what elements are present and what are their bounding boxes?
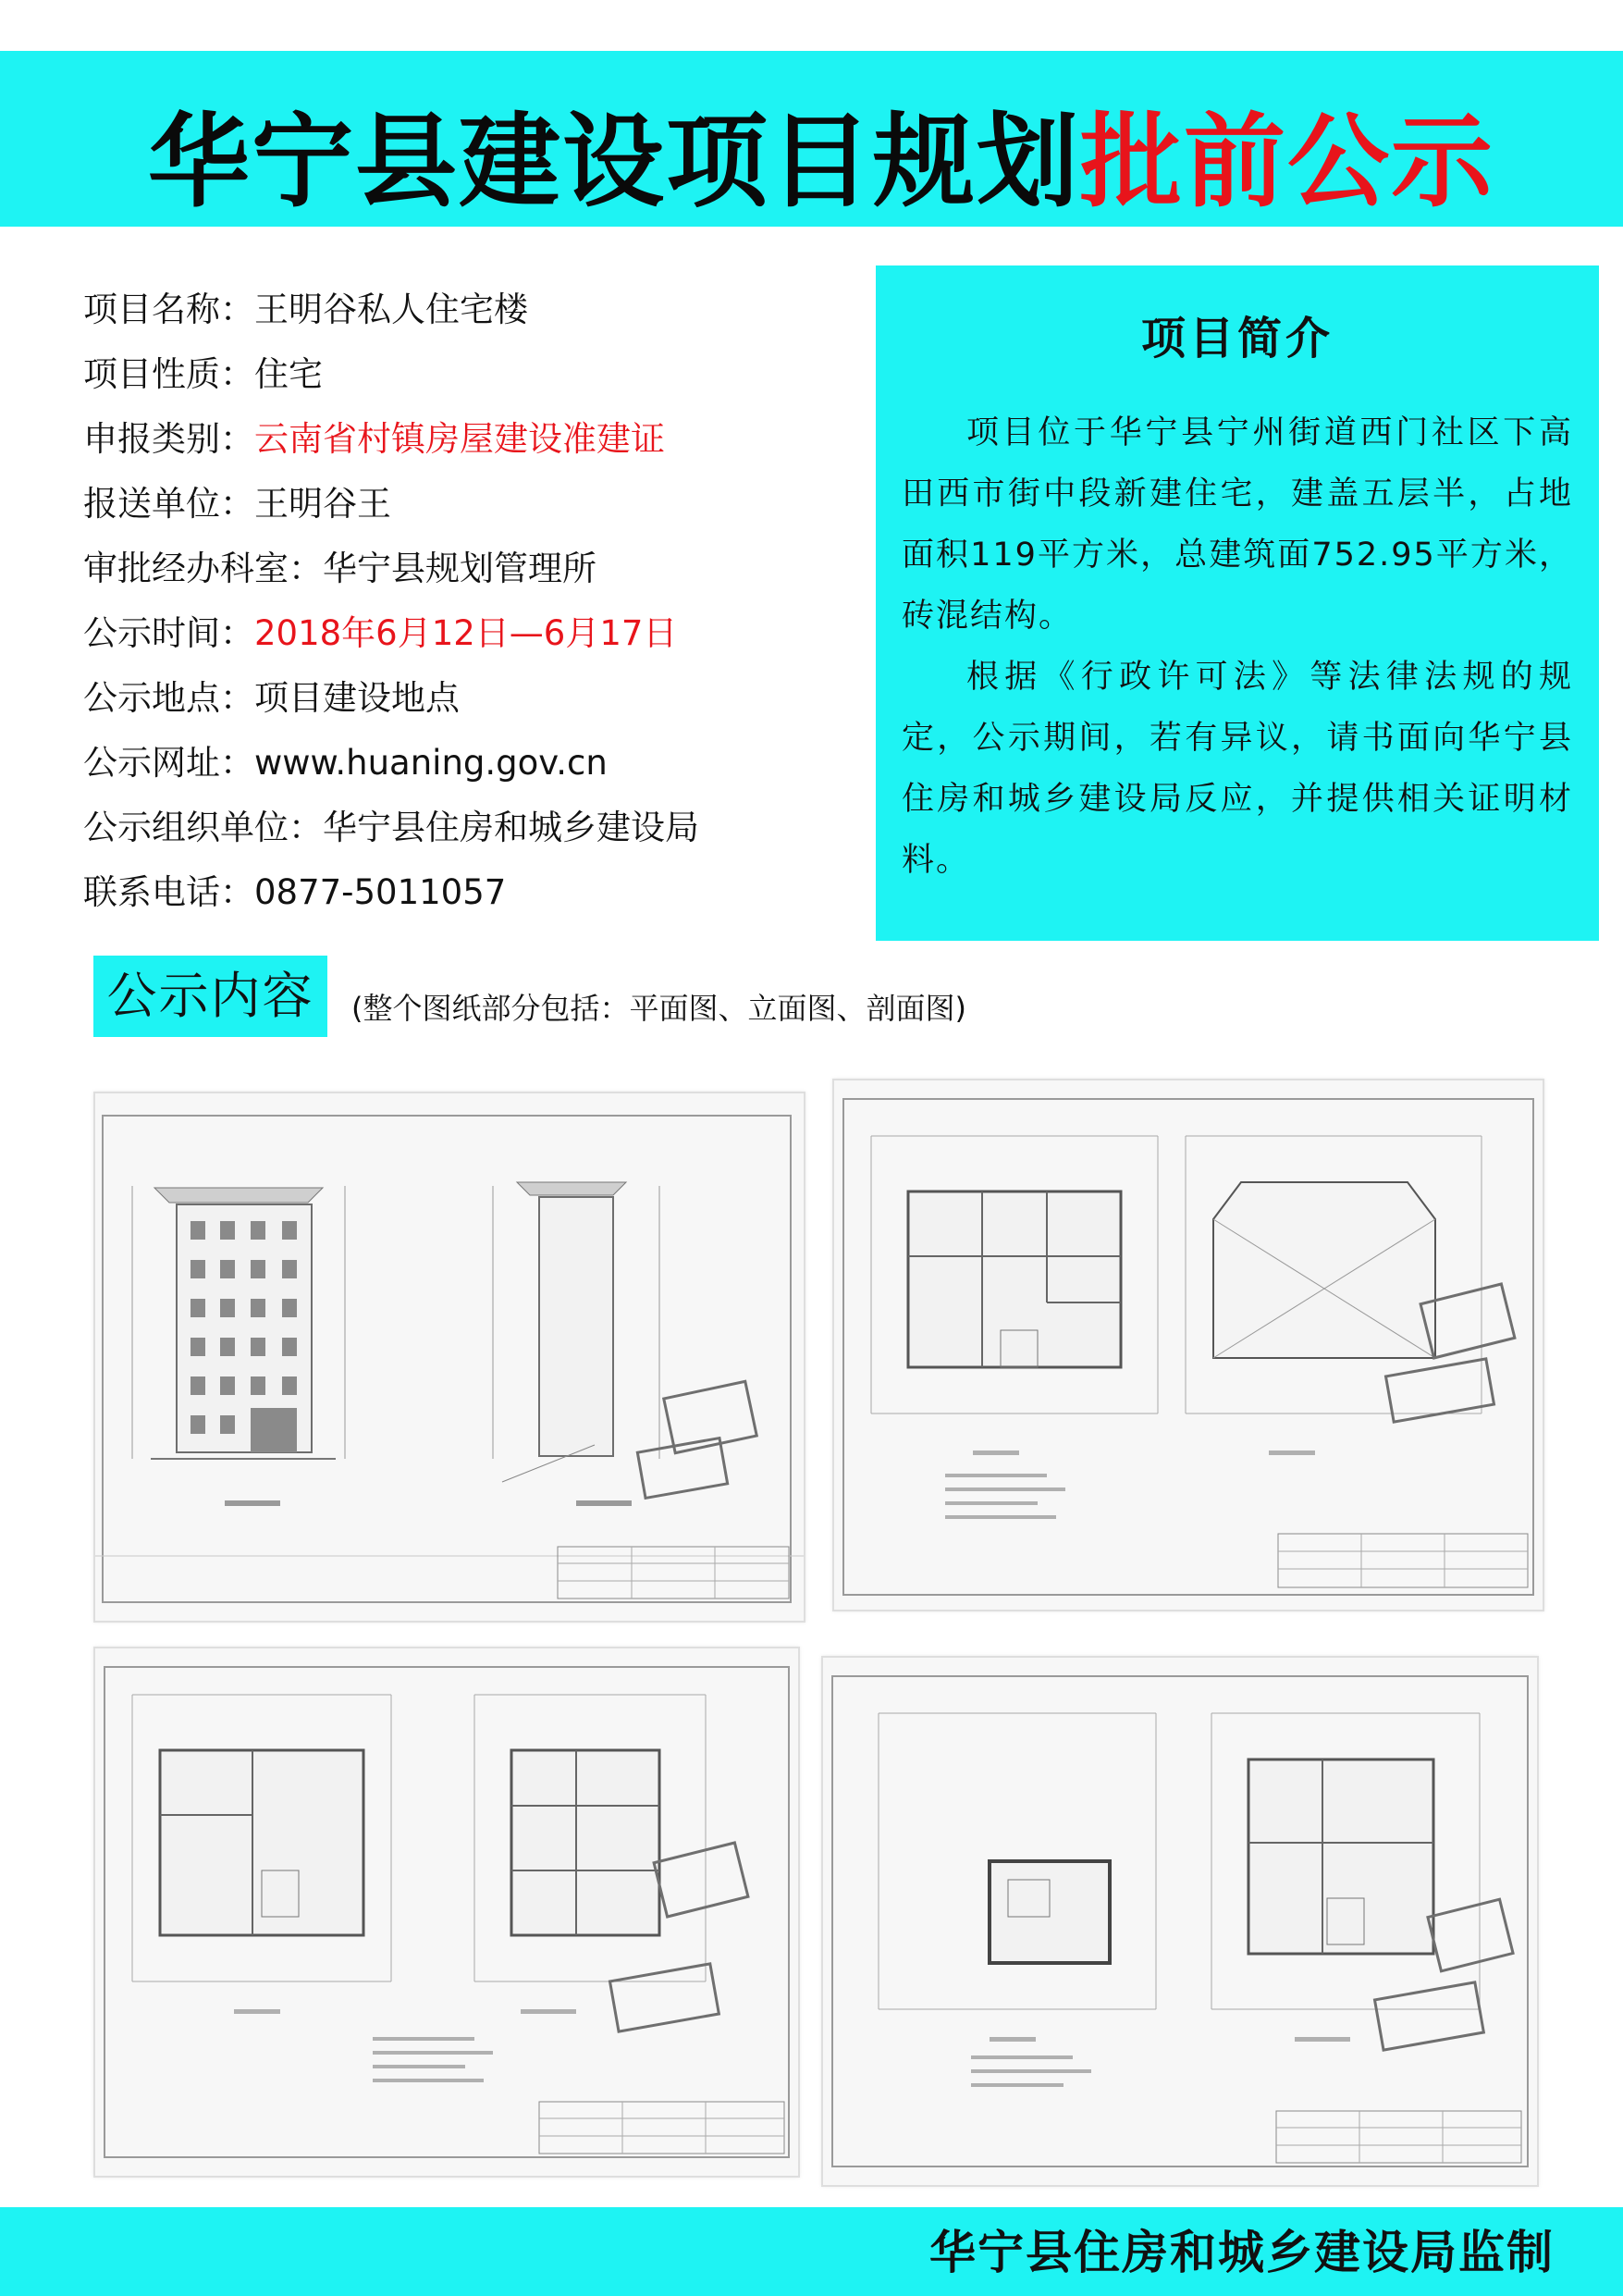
ground-floor-plan-drawing-graphic xyxy=(823,1658,1537,2185)
elevation-drawing xyxy=(93,1092,805,1623)
upper-floor-plan-drawing-graphic xyxy=(95,1648,798,2176)
project-info-list xyxy=(83,278,869,925)
info-row-project-type xyxy=(83,342,869,407)
info-value: 王明谷私人住宅楼 xyxy=(254,290,528,329)
info-row-project-name xyxy=(83,278,869,342)
info-row-publicity-period xyxy=(83,601,869,666)
info-value: 2018年6月12日—6月17日 xyxy=(254,613,678,653)
info-row-publicity-location xyxy=(83,666,869,731)
footer-banner xyxy=(0,2207,1623,2296)
info-label: 项目名称： xyxy=(83,290,254,329)
info-value: 华宁县规划管理所 xyxy=(323,549,596,588)
intro-paragraph-objection: 根据《行政许可法》等法律法规的规定，公示期间，若有异议，请书面向华宁县住房和城乡建设局反应，并提供相关证明材料。 xyxy=(902,659,1573,879)
info-value: 住宅 xyxy=(254,354,323,394)
ground-floor-plan-drawing xyxy=(821,1656,1539,2187)
upper-floor-plan-drawing xyxy=(93,1647,800,2178)
info-value: 王明谷王 xyxy=(254,484,391,524)
info-value: www.huaning.gov.cn xyxy=(254,743,608,783)
project-intro-box xyxy=(876,265,1599,941)
roof-plan-drawing-graphic xyxy=(834,1080,1543,1610)
roof-plan-drawing xyxy=(832,1079,1544,1611)
info-label: 申报类别： xyxy=(83,419,254,459)
info-row-phone xyxy=(83,860,869,925)
content-section-label: 公示内容 xyxy=(93,956,327,1037)
elevation-drawing-graphic xyxy=(95,1093,804,1621)
info-label: 公示时间： xyxy=(83,613,254,653)
info-label: 公示组织单位： xyxy=(83,808,323,847)
page-title-main: 华宁县建设项目规划 xyxy=(148,102,1080,221)
info-row-organizer xyxy=(83,796,869,860)
intro-title: 项目简介 xyxy=(1140,313,1334,364)
info-label: 公示网址： xyxy=(83,743,254,783)
info-label: 联系电话： xyxy=(83,872,254,912)
intro-paragraph-location: 项目位于华宁县宁州街道西门社区下高田西市街中段新建住宅，建盖五层半，占地面积119平方米，总建筑面752.95平方米，砖混结构。 xyxy=(902,414,1573,635)
info-row-website xyxy=(83,731,869,796)
info-value: 云南省村镇房屋建设准建证 xyxy=(254,419,665,459)
page-title xyxy=(148,97,1494,227)
info-row-approval-office xyxy=(83,537,869,601)
content-section-note: (整个图纸部分包括：平面图、立面图、剖面图) xyxy=(351,991,966,1026)
info-row-application-category xyxy=(83,407,869,472)
page-title-highlight: 批前公示 xyxy=(1080,102,1494,221)
info-label: 项目性质： xyxy=(83,354,254,394)
info-row-submitting-unit xyxy=(83,472,869,537)
info-value: 项目建设地点 xyxy=(254,678,460,718)
footer-issuer: 华宁县住房和城乡建设局监制 xyxy=(929,2225,1555,2279)
title-banner xyxy=(0,51,1623,227)
info-label: 审批经办科室： xyxy=(83,549,323,588)
info-value: 0877-5011057 xyxy=(254,872,507,912)
info-label: 报送单位： xyxy=(83,484,254,524)
info-value: 华宁县住房和城乡建设局 xyxy=(323,808,699,847)
info-label: 公示地点： xyxy=(83,678,254,718)
intro-body xyxy=(902,402,1573,891)
